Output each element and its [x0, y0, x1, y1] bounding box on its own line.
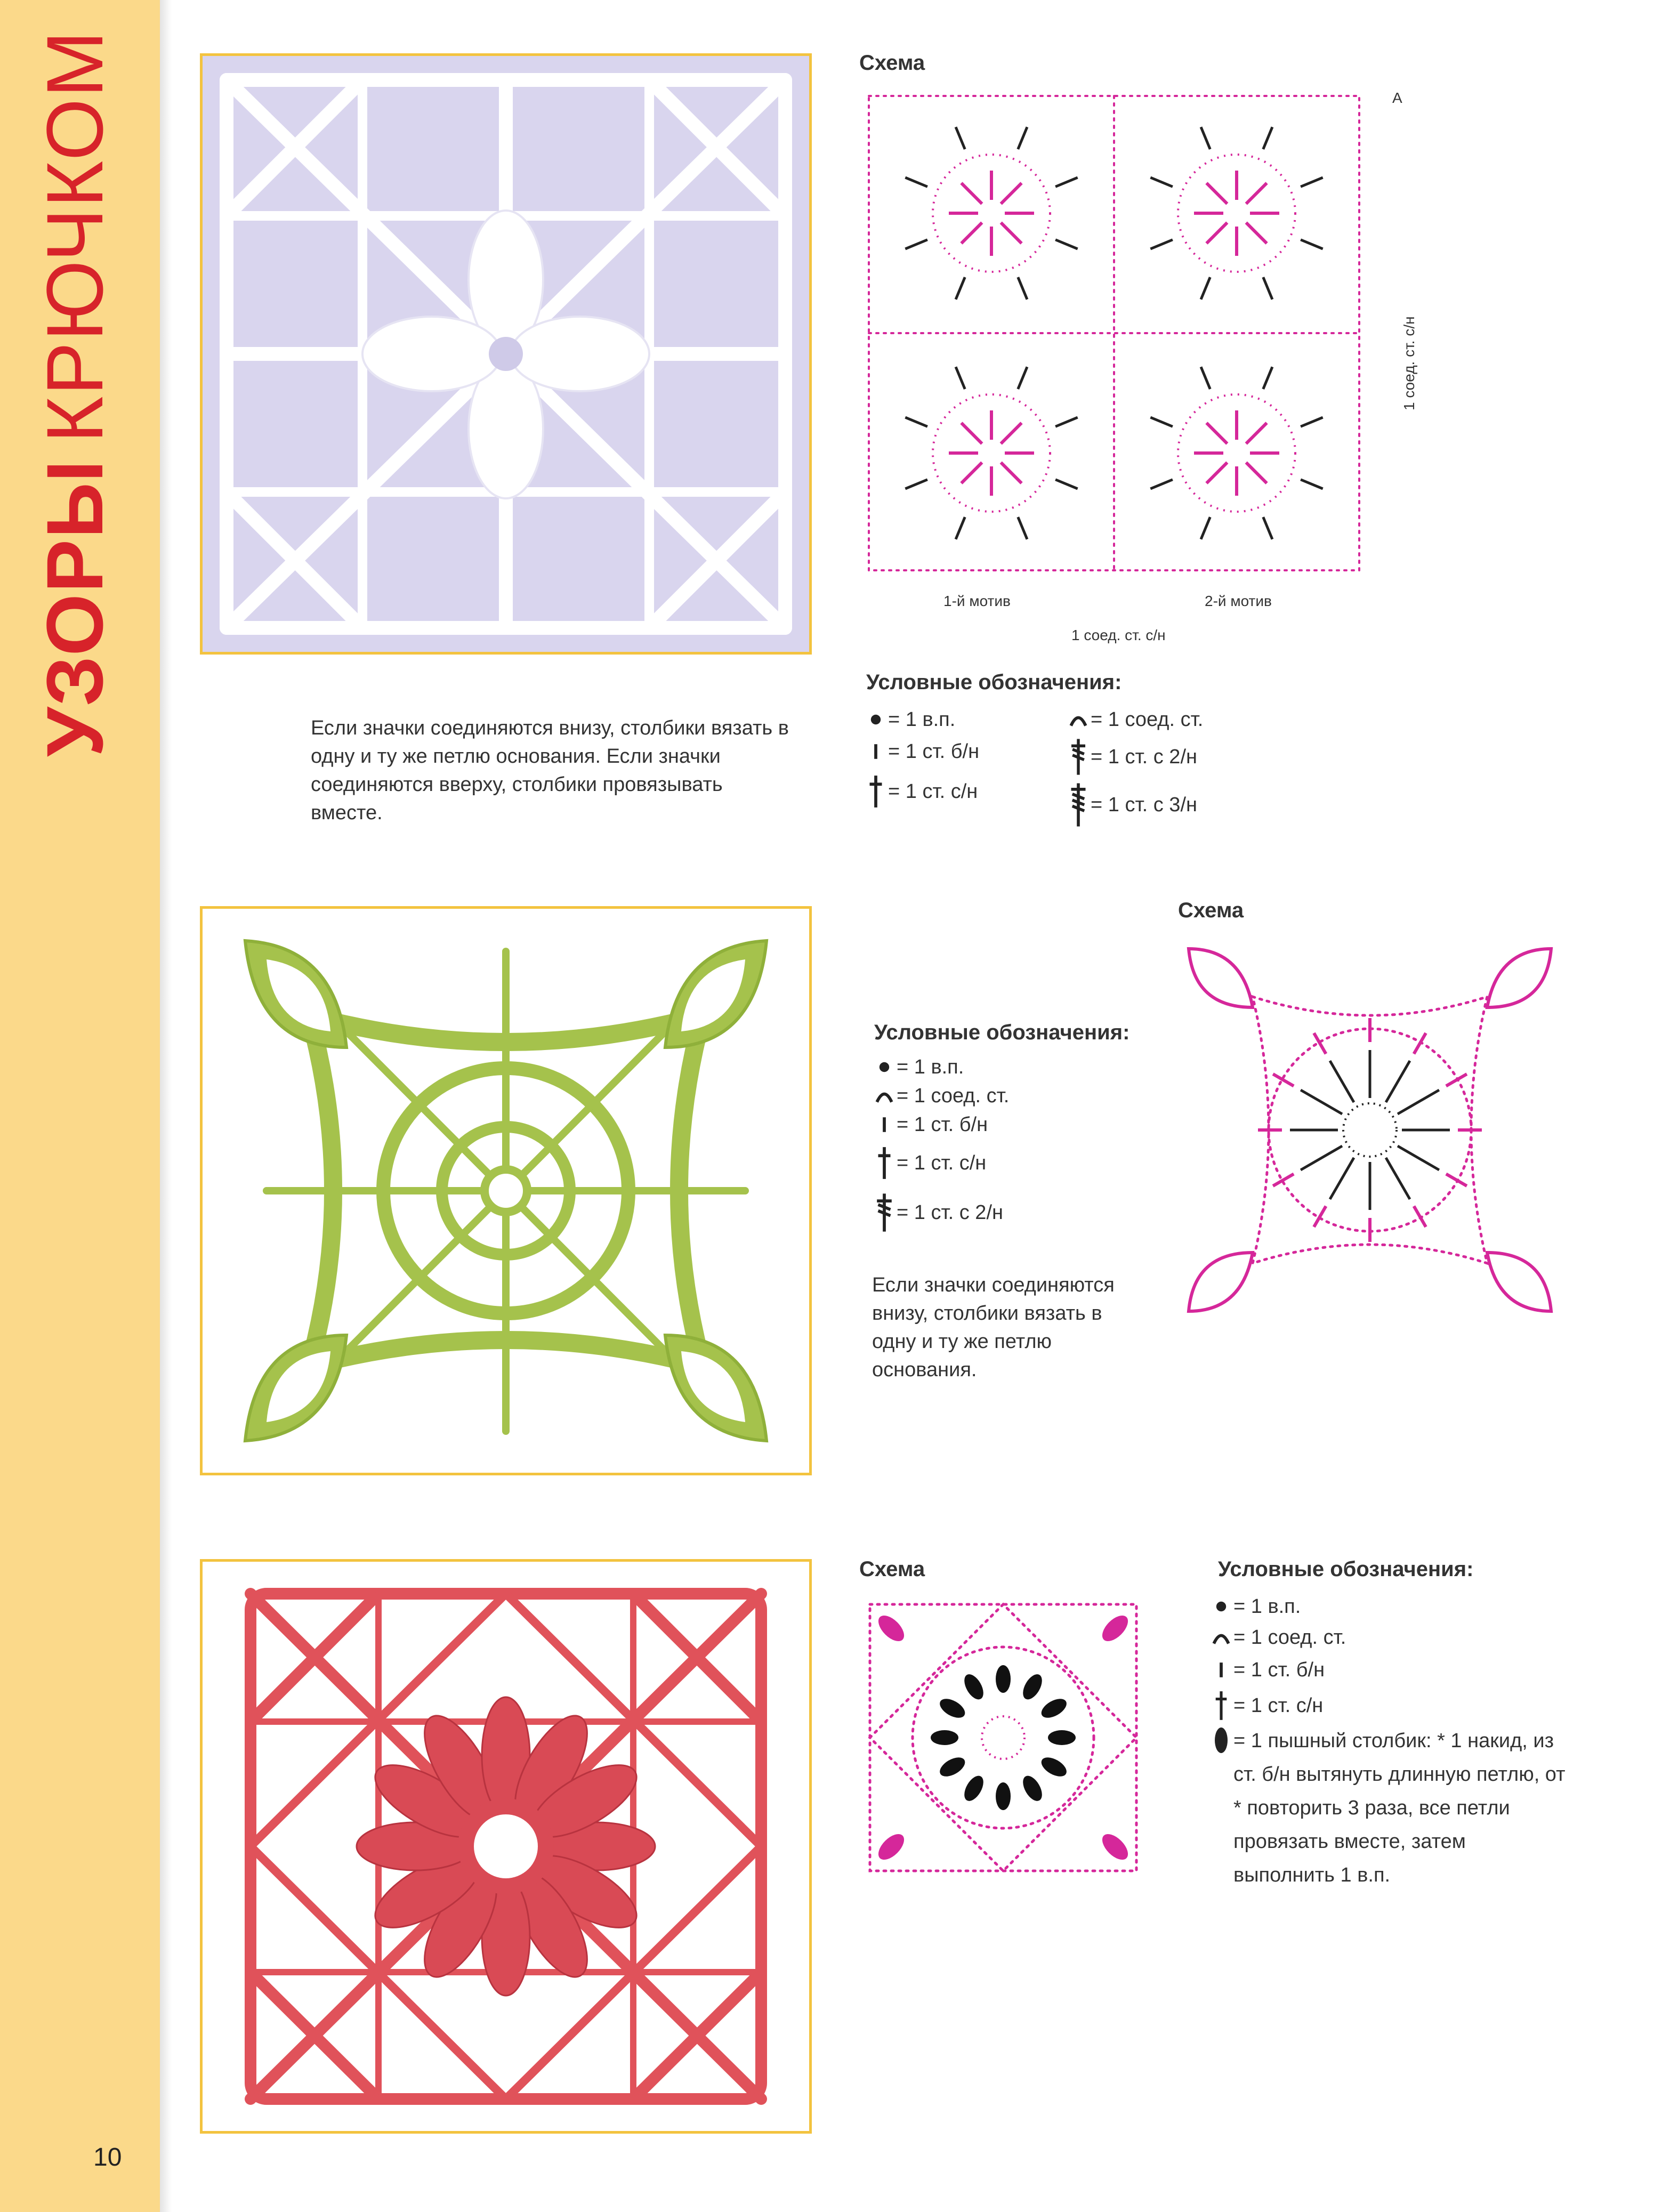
- motif2-note: Если значки соединяются внизу, столбики вязать в одну и ту же петлю основания.: [872, 1274, 1115, 1381]
- legend-item: [1209, 1724, 1569, 1892]
- legend-item: [1066, 704, 1203, 736]
- legend-text: = 1 соед. ст.: [897, 1084, 1010, 1107]
- motif1-note: Если значки соединяются внизу, столбики вязать в одну и ту же петлю основания. Если значки соединяются вверху, столбики провязывать вместе.: [311, 717, 789, 824]
- legend-text: = 1 ст. с 2/н: [1091, 745, 1197, 768]
- double-dagger-icon: [1066, 737, 1091, 777]
- tick-icon: [864, 739, 888, 764]
- motif2-scheme: [1173, 927, 1567, 1333]
- dot-icon: [872, 1055, 897, 1079]
- motif3-photo: [200, 1559, 812, 2134]
- legend-text: = 1 соед. ст.: [1233, 1626, 1346, 1649]
- motif1-label-side: 1 соед. ст. с/н: [1401, 316, 1417, 410]
- legend-text: = 1 соед. ст.: [1091, 708, 1204, 731]
- legend-text: = 1 ст. б/н: [888, 740, 980, 763]
- arc-icon: [872, 1084, 897, 1108]
- motif1-scheme: [859, 91, 1371, 586]
- legend-item: [864, 736, 979, 768]
- legend-text: = 1 в.п.: [897, 1055, 964, 1078]
- legend-item: [872, 1053, 1009, 1081]
- motif3-scheme-title: Схема: [859, 1557, 925, 1581]
- motif1-label-motif1: 1-й мотив: [943, 593, 1011, 609]
- motif1-legend-col1: [864, 704, 979, 816]
- legend-text: = 1 пышный столбик: * 1 накид, из ст. б/н вытянуть длинную петлю, от * повторить 3 раза, все петли провязать вместе, затем выполнить 1 в.п.: [1233, 1730, 1566, 1886]
- section-title: [21, 29, 128, 757]
- legend-item: [1209, 1622, 1569, 1653]
- dagger-icon: [872, 1144, 897, 1182]
- dot-icon: [1209, 1594, 1233, 1619]
- dot-icon: [864, 707, 888, 732]
- motif2-scheme-title: Схема: [1178, 899, 1244, 922]
- puff-icon: [1209, 1724, 1233, 1756]
- section-title-bold: УЗОРЫ: [30, 459, 119, 757]
- motif1-label-a: А: [1392, 90, 1402, 106]
- sidebar-edge: [160, 0, 172, 2212]
- motif2-legend: [872, 1053, 1009, 1238]
- motif3-scheme: [859, 1594, 1147, 1882]
- legend-item: [872, 1110, 1009, 1139]
- page-number: 10: [93, 2143, 122, 2171]
- motif1-legend-title: Условные обозначения:: [866, 671, 1122, 694]
- double-dagger-icon: [872, 1191, 897, 1234]
- legend-text: = 1 ст. б/н: [1233, 1658, 1325, 1681]
- motif1-photo: [200, 53, 812, 655]
- motif1-label-bottom: 1 соед. ст. с/н: [1071, 627, 1166, 643]
- arc-icon: [1209, 1625, 1233, 1650]
- legend-text: = 1 ст. с/н: [888, 780, 978, 803]
- legend-item: [1209, 1687, 1569, 1724]
- dagger-icon: [864, 773, 888, 810]
- tick-icon: [872, 1112, 897, 1137]
- legend-item: [872, 1187, 1009, 1238]
- legend-item: [872, 1139, 1009, 1187]
- legend-item: [1209, 1591, 1569, 1622]
- legend-text: = 1 ст. б/н: [897, 1113, 988, 1136]
- legend-item: [864, 704, 979, 736]
- legend-text: = 1 ст. с/н: [897, 1151, 987, 1174]
- dagger-icon: [1209, 1689, 1233, 1722]
- motif1-label-motif2: 2-й мотив: [1205, 593, 1272, 609]
- legend-item: [1066, 736, 1203, 778]
- legend-item: [864, 768, 979, 816]
- legend-text: = 1 ст. с/н: [1233, 1694, 1324, 1717]
- motif3-legend: [1209, 1591, 1569, 1892]
- legend-text: = 1 в.п.: [888, 708, 956, 731]
- motif3-legend-title: Условные обозначения:: [1218, 1557, 1474, 1581]
- tick-icon: [1209, 1658, 1233, 1682]
- motif2-photo: [200, 906, 812, 1475]
- motif1-scheme-title: Схема: [859, 51, 925, 75]
- legend-item: [1066, 778, 1203, 831]
- legend-item: [1209, 1653, 1569, 1687]
- legend-text: = 1 в.п.: [1233, 1595, 1301, 1618]
- legend-item: [872, 1081, 1009, 1110]
- legend-text: = 1 ст. с 2/н: [897, 1201, 1003, 1224]
- section-title-light: КРЮЧКОМ: [30, 29, 119, 443]
- arc-icon: [1066, 707, 1091, 732]
- legend-text: = 1 ст. с 3/н: [1091, 793, 1197, 816]
- motif1-legend-col2: [1066, 704, 1203, 831]
- motif2-legend-title: Условные обозначения:: [874, 1021, 1130, 1044]
- triple-dagger-icon: [1066, 781, 1091, 829]
